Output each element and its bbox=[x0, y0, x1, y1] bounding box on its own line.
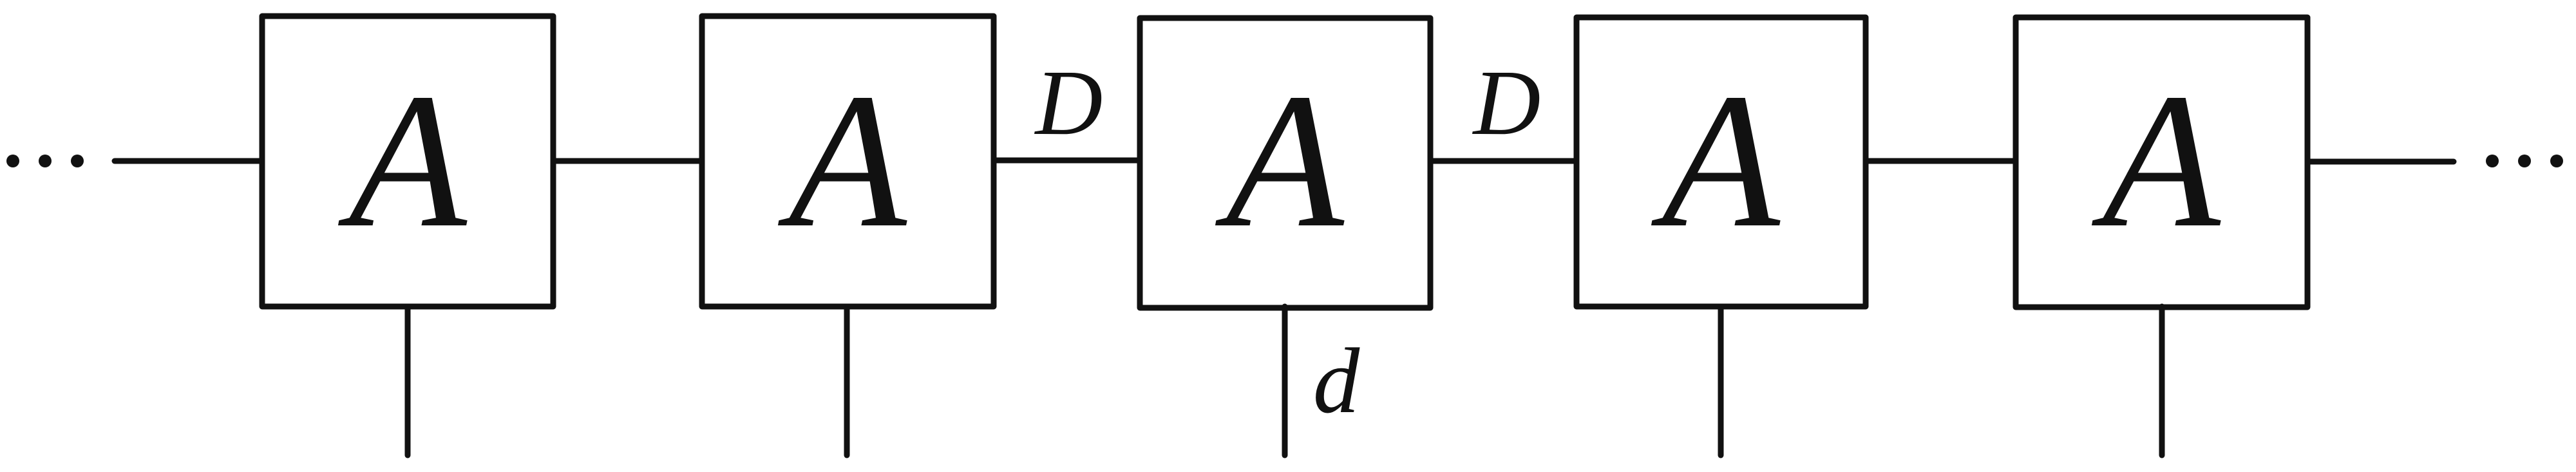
ellipsis-dot bbox=[71, 155, 84, 167]
tensor-4 bbox=[1577, 17, 1866, 307]
tensor-label: A bbox=[1662, 53, 1780, 267]
tensor-5 bbox=[2016, 17, 2307, 307]
ellipsis-dot bbox=[39, 155, 52, 167]
right-ellipsis bbox=[2486, 155, 2563, 167]
bond-dimension-label: D bbox=[1473, 52, 1541, 155]
ellipsis-dot bbox=[2550, 155, 2563, 167]
tensor-2 bbox=[702, 16, 994, 307]
physical-dimension-label: d bbox=[1312, 330, 1360, 433]
left-ellipsis bbox=[6, 155, 84, 167]
tensor-label: A bbox=[348, 53, 467, 267]
ellipsis-dot bbox=[2486, 155, 2499, 167]
tensor-label: A bbox=[788, 53, 907, 267]
tensor-label: A bbox=[2102, 53, 2221, 267]
ellipsis-dot bbox=[2518, 155, 2531, 167]
ellipsis-dot bbox=[6, 155, 19, 167]
tensor-3 bbox=[1140, 18, 1430, 308]
tensor-1 bbox=[262, 16, 553, 307]
bond-dimension-label: D bbox=[1035, 52, 1103, 155]
tensor-label: A bbox=[1226, 53, 1344, 267]
